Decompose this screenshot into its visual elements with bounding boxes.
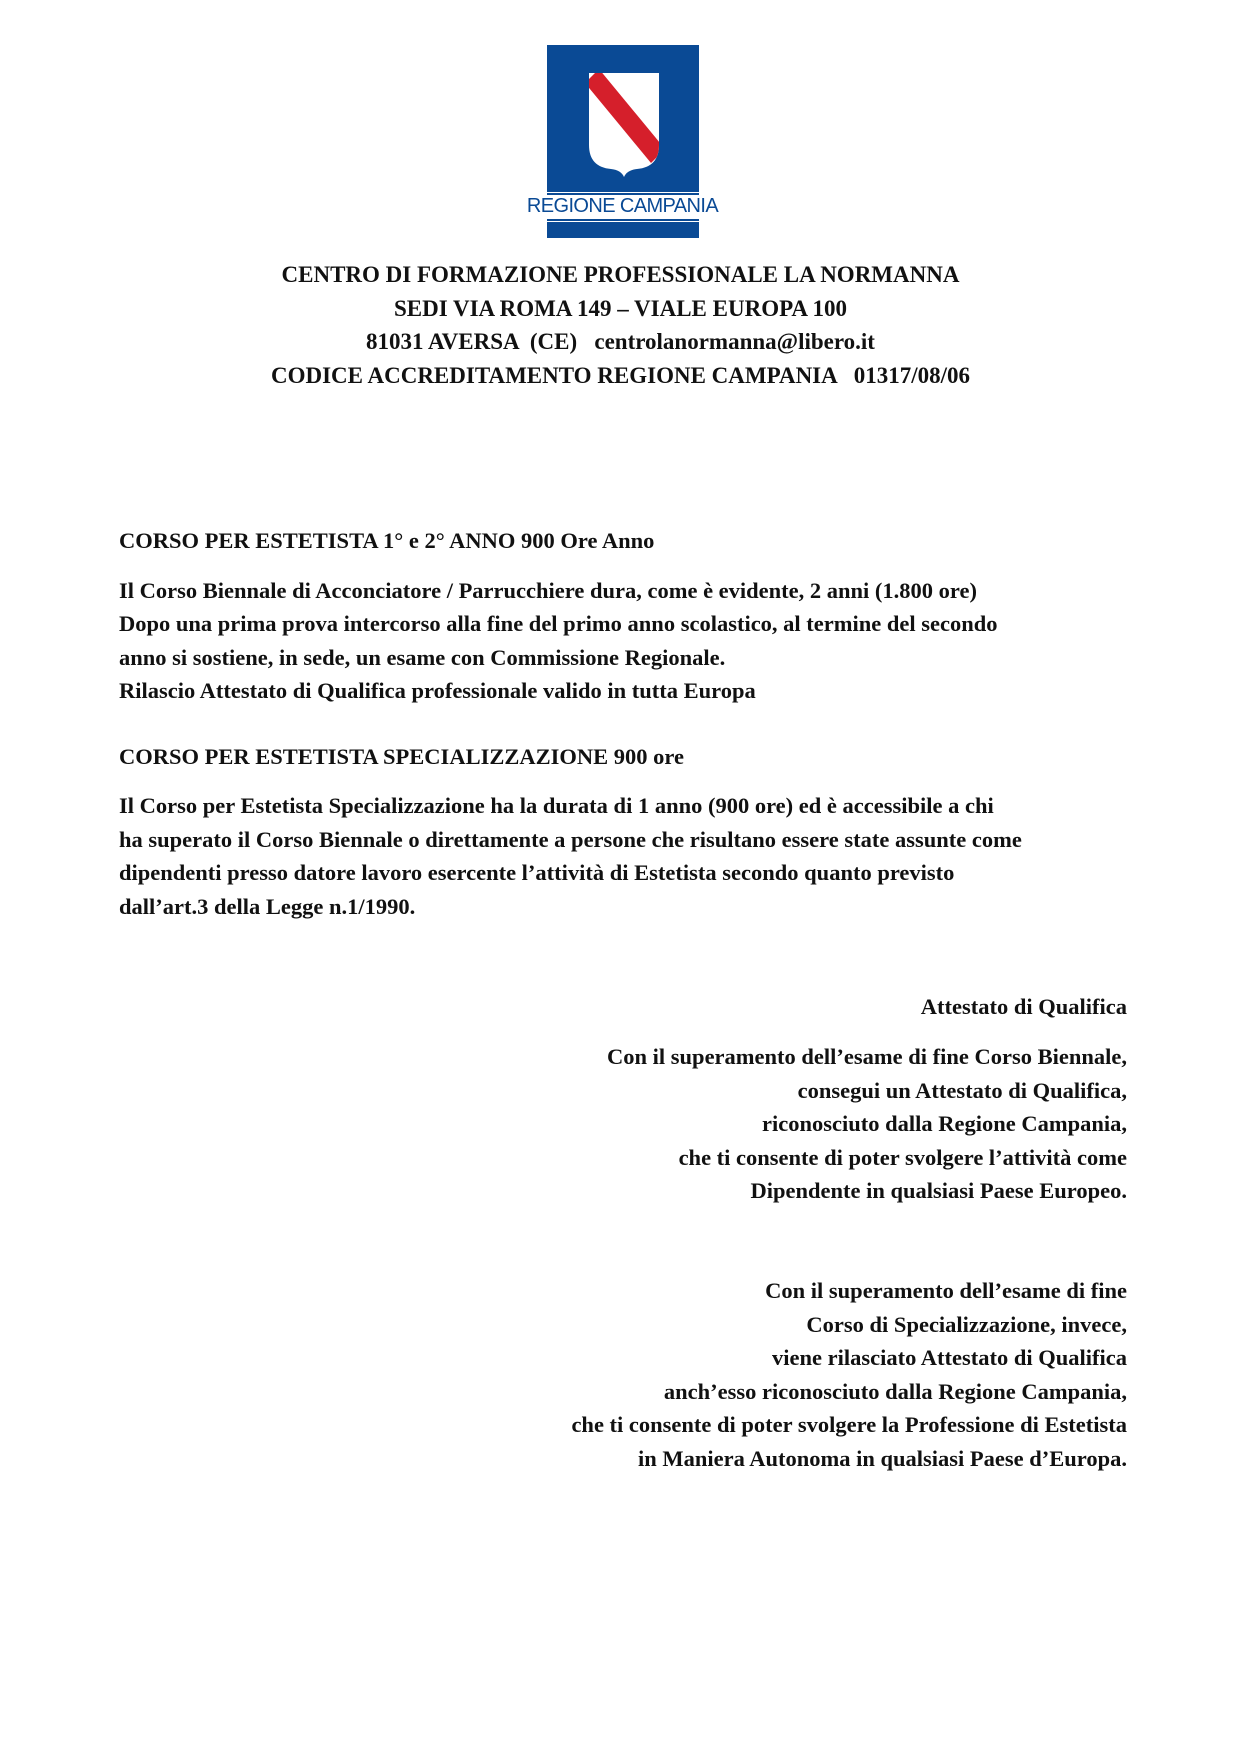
attestato-specializzazione-block: [400, 1274, 1127, 1475]
header-city-email: 81031 AVERSA (CE) centrolanormanna@libero.it: [366, 329, 875, 354]
main-content: [119, 524, 1129, 923]
attestato-line: in Maniera Autonoma in qualsiasi Paese d’Europa.: [637, 1445, 1127, 1471]
course1-title: CORSO PER ESTETISTA 1° e 2° ANNO 900 Ore Anno: [119, 528, 655, 553]
course2-line: dipendenti presso datore lavoro esercente l’attività di Estetista secondo quanto previsto: [119, 860, 955, 885]
course2-line: Il Corso per Estetista Specializzazione ha la durata di 1 anno (900 ore) ed è accessibile a chi: [119, 793, 994, 818]
institution-header: [0, 258, 1241, 392]
logo-text: REGIONE CAMPANIA: [526, 194, 719, 217]
attestato-line: Dipendente in qualsiasi Paese Europeo.: [750, 1178, 1127, 1203]
course1-line: Rilascio Attestato di Qualifica professionale valido in tutta Europa: [119, 678, 756, 703]
course2-description: [119, 789, 1129, 923]
course1-line: Dopo una prima prova intercorso alla fine del primo anno scolastico, al termine del secondo: [119, 611, 998, 636]
attestato-line: viene rilasciato Attestato di Qualifica: [772, 1345, 1127, 1370]
attestato-line: riconosciuto dalla Regione Campania,: [761, 1111, 1127, 1136]
course1-line: anno si sostiene, in sede, un esame con Commissione Regionale.: [119, 644, 726, 670]
course1-description: [119, 574, 1129, 708]
attestato-line: consegui un Attestato di Qualifica,: [797, 1077, 1127, 1103]
attestato-line: che ti consente di poter svolgere l’attività come: [678, 1144, 1127, 1170]
header-accreditation-code: CODICE ACCREDITAMENTO REGIONE CAMPANIA 01317/08/06: [271, 362, 970, 388]
attestato-biennale-block: [400, 1040, 1127, 1208]
attestato-line: che ti consente di poter svolgere la Professione di Estetista: [571, 1412, 1127, 1437]
attestato-line: Con il superamento dell’esame di fine Corso Biennale,: [607, 1044, 1127, 1069]
attestato-line: anch’esso riconosciuto dalla Regione Campania,: [663, 1378, 1127, 1404]
course1-line: Il Corso Biennale di Acconciatore / Parrucchiere dura, come è evidente, 2 anni (1.800 ore): [119, 577, 977, 603]
course2-line: dall’art.3 della Legge n.1/1990.: [119, 893, 416, 919]
course2-title: CORSO PER ESTETISTA SPECIALIZZAZIONE 900 ore: [119, 743, 684, 769]
course2-line: ha superato il Corso Biennale o direttamente a persone che risultano essere state assunte come: [119, 826, 1022, 852]
attestato-title: Attestato di Qualifica: [920, 994, 1127, 1019]
header-title: CENTRO DI FORMAZIONE PROFESSIONALE LA NORMANNA: [281, 262, 960, 287]
header-address: SEDI VIA ROMA 149 – VIALE EUROPA 100: [393, 295, 848, 321]
attestato-line: Con il superamento dell’esame di fine: [765, 1278, 1127, 1303]
attestato-line: Corso di Specializzazione, invece,: [806, 1311, 1127, 1337]
